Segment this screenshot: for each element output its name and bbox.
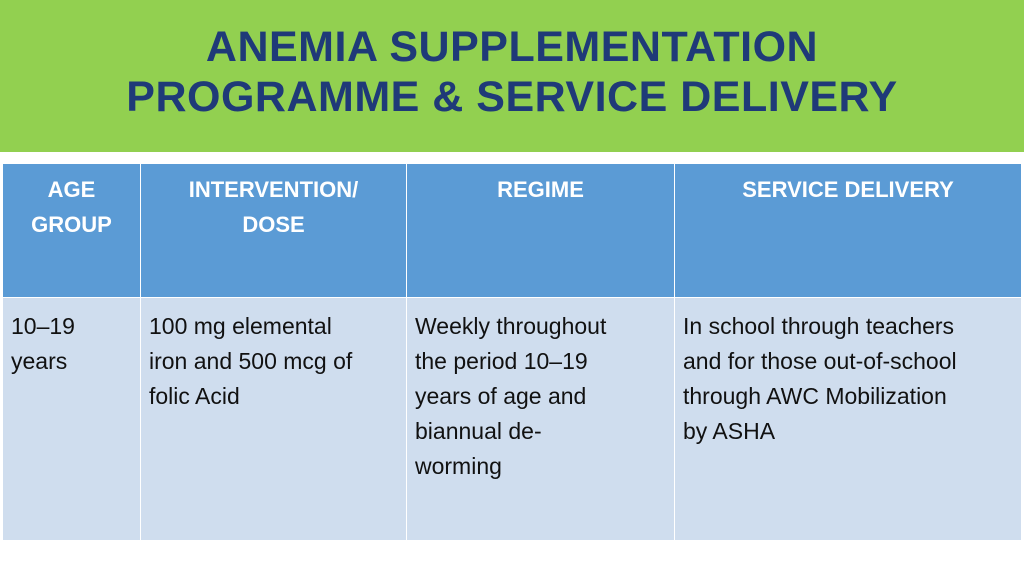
header-age-group: AGE GROUP	[3, 164, 141, 298]
table-header-row	[3, 164, 1022, 298]
cell-age-group: 10–19 years	[3, 298, 141, 541]
header-regime: REGIME	[407, 164, 675, 298]
header-service-delivery: SERVICE DELIVERY	[675, 164, 1022, 298]
table-row	[3, 298, 1022, 541]
header-intervention-dose: INTERVENTION/ DOSE	[141, 164, 407, 298]
slide-title-line-2: PROGRAMME & SERVICE DELIVERY	[126, 73, 898, 121]
supplementation-table	[2, 163, 1022, 541]
slide-title-line-1: ANEMIA SUPPLEMENTATION	[205, 23, 819, 71]
slide-title	[0, 22, 1024, 122]
cell-service-delivery: In school through teachers and for those out-of-school through AWC Mobilization by ASHA	[675, 298, 1022, 541]
cell-regime: Weekly throughout the period 10–19 years of age and biannual de- worming	[407, 298, 675, 541]
cell-intervention: 100 mg elemental iron and 500 mcg of folic Acid	[141, 298, 407, 541]
